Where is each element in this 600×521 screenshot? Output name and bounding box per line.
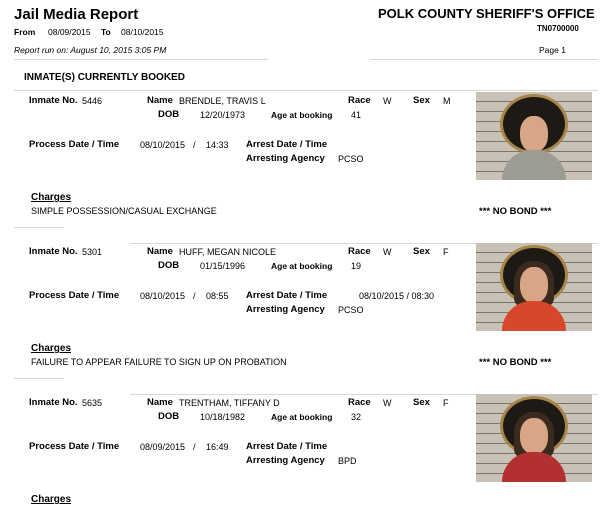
block-divider-left	[14, 378, 64, 379]
face-shape	[520, 267, 548, 303]
age-value: 32	[351, 412, 362, 422]
arrest-label: Arrest Date / Time	[246, 441, 328, 452]
mugshot-photo	[476, 243, 592, 331]
arresting-agency-value: PCSO	[338, 305, 364, 315]
arresting-agency-label: Arresting Agency	[246, 304, 325, 315]
inmate-no-value: 5446	[82, 96, 103, 106]
dob-value: 01/15/1996	[200, 261, 246, 271]
process-label: Process Date / Time	[29, 290, 120, 301]
mugshot-photo	[476, 92, 592, 180]
agency-code: TN0700000	[537, 24, 579, 33]
sex-label: Sex	[413, 246, 430, 257]
process-date: 08/10/2015	[140, 140, 186, 150]
charges-label: Charges	[31, 343, 72, 354]
arresting-agency-value: PCSO	[338, 154, 364, 164]
race-value: W	[383, 247, 392, 257]
header-divider-right	[370, 59, 598, 60]
arrest-value: 08/10/2015 / 08:30	[359, 291, 435, 301]
inmate-no-label: Inmate No.	[29, 95, 78, 106]
sex-label: Sex	[413, 95, 430, 106]
charge-text: FAILURE TO APPEAR FAILURE TO SIGN UP ON PROBATION	[31, 357, 287, 367]
inmate-no-label: Inmate No.	[29, 397, 78, 408]
process-slash: /	[193, 140, 196, 150]
bond-status: *** NO BOND ***	[479, 357, 552, 368]
page-number: Page 1	[539, 45, 566, 55]
dob-value: 10/18/1982	[200, 412, 246, 422]
name-label: Name	[147, 397, 173, 408]
dob-label: DOB	[158, 260, 180, 271]
race-label: Race	[348, 246, 371, 257]
sex-value: M	[443, 96, 451, 106]
sex-label: Sex	[413, 397, 430, 408]
bond-status: *** NO BOND ***	[479, 206, 552, 217]
age-label: Age at booking	[271, 110, 333, 120]
process-time: 16:49	[206, 442, 229, 452]
process-time: 08:55	[206, 291, 229, 301]
process-date: 08/10/2015	[140, 291, 186, 301]
name-value: HUFF, MEGAN NICOLE	[179, 247, 277, 257]
charge-text: SIMPLE POSSESSION/CASUAL EXCHANGE	[31, 206, 217, 216]
age-value: 41	[351, 110, 362, 120]
dob-label: DOB	[158, 411, 180, 422]
to-date: 08/10/2015	[121, 27, 164, 37]
name-value: TRENTHAM, TIFFANY D	[179, 398, 280, 408]
from-date: 08/09/2015	[48, 27, 91, 37]
inmate-no-value: 5635	[82, 398, 103, 408]
name-label: Name	[147, 246, 173, 257]
sex-value: F	[443, 398, 449, 408]
race-value: W	[383, 96, 392, 106]
face-shape	[520, 116, 548, 152]
charges-label: Charges	[31, 494, 72, 505]
agency-name: POLK COUNTY SHERIFF'S OFFICE	[378, 6, 595, 21]
mugshot-photo	[476, 394, 592, 482]
process-time: 14:33	[206, 140, 229, 150]
arrest-label: Arrest Date / Time	[246, 290, 328, 301]
process-date: 08/09/2015	[140, 442, 186, 452]
process-label: Process Date / Time	[29, 441, 120, 452]
name-label: Name	[147, 95, 173, 106]
race-value: W	[383, 398, 392, 408]
dob-label: DOB	[158, 109, 180, 120]
header-divider-left	[14, 59, 268, 60]
process-slash: /	[193, 442, 196, 452]
section-divider	[14, 90, 598, 91]
process-label: Process Date / Time	[29, 139, 120, 150]
arresting-agency-label: Arresting Agency	[246, 455, 325, 466]
charges-label: Charges	[31, 192, 72, 203]
block-divider-left	[14, 227, 64, 228]
age-label: Age at booking	[271, 412, 333, 422]
inmate-no-value: 5301	[82, 247, 103, 257]
arresting-agency-label: Arresting Agency	[246, 153, 325, 164]
sex-value: F	[443, 247, 449, 257]
age-label: Age at booking	[271, 261, 333, 271]
section-title: INMATE(S) CURRENTLY BOOKED	[24, 72, 185, 83]
from-label: From	[14, 27, 36, 37]
race-label: Race	[348, 397, 371, 408]
arresting-agency-value: BPD	[338, 456, 357, 466]
face-shape	[520, 418, 548, 454]
process-slash: /	[193, 291, 196, 301]
report-title: Jail Media Report	[14, 6, 139, 23]
name-value: BRENDLE, TRAVIS L	[179, 96, 266, 106]
dob-value: 12/20/1973	[200, 110, 246, 120]
to-label: To	[101, 27, 111, 37]
report-run-on: Report run on: August 10, 2015 3:05 PM	[14, 45, 167, 55]
age-value: 19	[351, 261, 362, 271]
inmate-no-label: Inmate No.	[29, 246, 78, 257]
arrest-label: Arrest Date / Time	[246, 139, 328, 150]
race-label: Race	[348, 95, 371, 106]
